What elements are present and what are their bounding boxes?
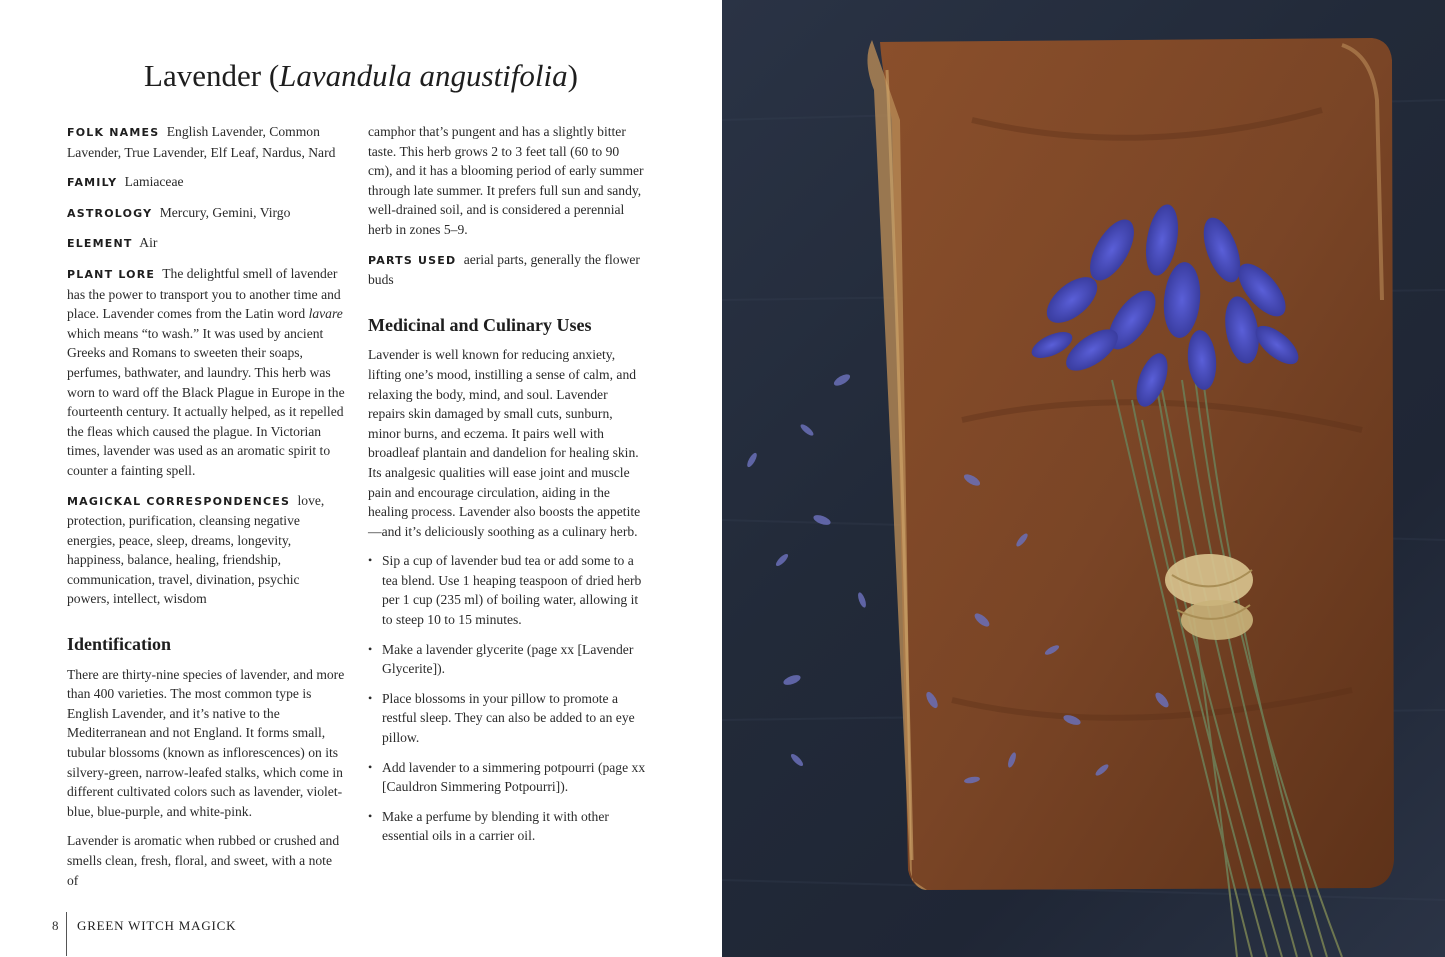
plant-lore-entry [67,264,345,481]
medicinal-paragraph: Lavender is well known for reducing anxiety, lifting one’s mood, instilling a sense of calm, and relaxing the body, mind, and soul. Lavender repairs skin damaged by small cuts, sunburn, minor burns, and eczema. It pairs well with broadleaf plantain and dandelion for healing skin. Its analgesic qualities will ease joint and muscle pain and encourage circulation, aiding in the healing process. Lavender also boosts the appetite—and it’s deliciously soothing as a culinary herb. [368,347,641,539]
uses-list-item: • Add lavender to a simmering potpourri (page xx [Cauldron Simmering Potpourri]). [368,758,646,797]
uses-list-item: • Sip a cup of lavender bud tea or add some to a tea blend. Use 1 heaping teaspoon of dried herb per 1 cup (235 ml) of boiling water, allowing it to steep 10 to 15 minutes. [368,551,646,629]
plant-lore-text-2: which means “to wash.” It was used by ancient Greeks and Romans to sweeten their soaps, perfumes, bathwater, and laundry. This herb was worn to ward off the Black Plague in Europe in the fourteenth century. It actually helped, as it repelled the fleas which caused the plague. In Victorian times, lavender was used as an aromatic spirit to counter a fainting spell. [67,325,345,478]
left-column [67,122,345,900]
title-latin-name: Lavandula angustifolia [279,58,568,93]
folk-names-text: English Lavender, Common Lavender, True Lavender, Elf Leaf, Nardus, Nard [67,124,336,160]
astrology-label: ASTROLOGY [67,206,153,220]
family-text: Lamiaceae [124,174,184,190]
parts-used-entry [368,250,646,290]
page-footer [52,912,236,956]
parts-used-text: aerial parts, generally the flower buds [368,251,640,288]
astrology-entry [67,203,345,224]
uses-list-item: • Place blossoms in your pillow to promote a restful sleep. They can also be added to an eye pillow. [368,689,646,748]
lavender-photo [722,0,1445,957]
magickal-label: MAGICKAL CORRESPONDENCES [67,494,291,508]
family-entry [67,172,345,193]
element-text: Air [139,235,158,251]
lavender-bundle-illustration [722,0,1445,957]
identification-paragraph-2: Lavender is aromatic when rubbed or crushed and smells clean, fresh, floral, and sweet, with a note of [67,833,340,888]
element-entry [67,233,345,254]
page-number: 8 [52,918,59,933]
uses-list [368,551,646,846]
parts-used-label: PARTS USED [368,253,457,267]
uses-list-item: • Make a perfume by blending it with other essential oils in a carrier oil. [368,807,646,846]
element-label: ELEMENT [67,237,133,251]
identification-paragraph-1: There are thirty-nine species of lavender, and more than 400 varieties. The most common type is English Lavender, and it’s native to the Mediterranean and not England. It forms small, tubular blossoms (known as inflorescences) on its silvery-green, narrow-leafed stalks, which come in different cultivated colors such as lavender, violet-blue, blue-purple, and white-pink. [67,666,345,819]
folk-names-entry [67,122,345,162]
family-label: FAMILY [67,176,118,190]
identification-heading: Identification [67,634,172,655]
magickal-entry [67,491,345,610]
footer-divider [66,912,67,956]
magickal-text: love, protection, purification, cleansing negative energies, peace, sleep, dreams, longevity, happiness, balance, healing, friendship, communication, travel, divination, psychic powers, intellect, wisdom [67,492,325,607]
title-common-name: Lavender [144,58,262,93]
medicinal-heading: Medicinal and Culinary Uses [368,314,592,335]
continued-paragraph: camphor that’s pungent and has a slightly bitter taste. This herb grows 2 to 3 feet tall (60 to 90 cm), and it has a blooming period of early summer through late summer. It prefers full sun and sandy, well-drained soil, and is considered a perennial herb in zones 5–9. [368,124,644,237]
running-title: GREEN WITCH MAGICK [77,918,237,933]
text-page [0,0,722,957]
plant-lore-text-1: The delightful smell of lavender has the power to transport you to another time and place. Lavender comes from the Latin word [67,265,341,322]
plant-lore-italic-word: lavare [308,306,343,322]
page-title: Lavender (Lavandula angustifolia) [144,58,578,93]
folk-names-label: FOLK NAMES [67,126,160,139]
uses-list-item: • Make a lavender glycerite (page xx [Lavender Glycerite]). [368,640,646,679]
astrology-text: Mercury, Gemini, Virgo [159,204,291,220]
right-column [368,122,646,856]
plant-lore-label: PLANT LORE [67,267,156,281]
